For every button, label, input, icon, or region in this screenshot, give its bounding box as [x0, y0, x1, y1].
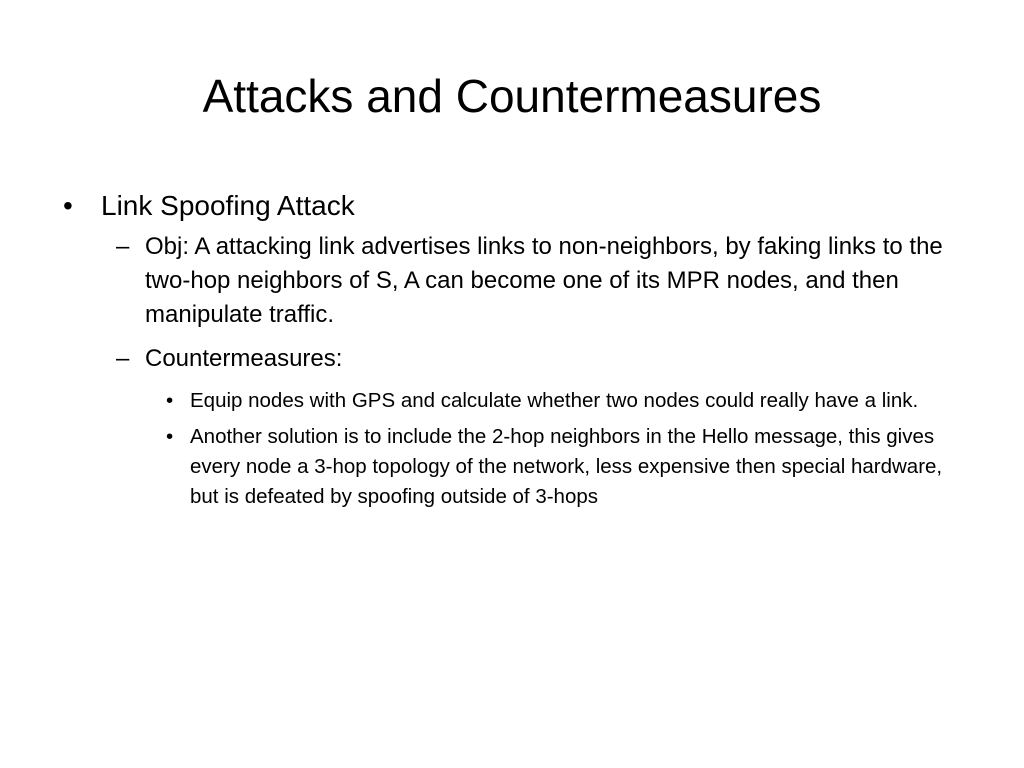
dash-marker: – [116, 345, 130, 372]
dash-marker: – [116, 233, 130, 260]
subbullet-text: Countermeasures: [145, 345, 343, 372]
subsubbullet-gps [0, 386, 1024, 416]
bullet-marker: • [63, 190, 73, 221]
bullet-text: Link Spoofing Attack [101, 190, 355, 221]
bullet-marker: • [166, 389, 174, 412]
subbullet-countermeasures [0, 342, 1024, 376]
subbullet-objective [0, 230, 1024, 332]
bullet-marker: • [166, 425, 174, 448]
subbullet-text: Obj: A attacking link advertises links to non-neighbors, by faking links to the two-hop neighbors of S, A can become one of its MPR nodes, and then manipulate traffic. [145, 233, 943, 328]
slide-title: Attacks and Countermeasures [202, 70, 822, 122]
subsubbullet-text: Equip nodes with GPS and calculate whether two nodes could really have a link. [190, 389, 919, 412]
subsubbullet-text: Another solution is to include the 2-hop neighbors in the Hello message, this gives every node a 3-hop topology of the network, less expensive then special hardware, but is defeated by spoofing outside of 3-hops [190, 425, 943, 508]
slide-body [0, 188, 1024, 518]
bullet-link-spoofing [0, 188, 1024, 224]
subsubbullet-two-hop [0, 422, 1024, 512]
